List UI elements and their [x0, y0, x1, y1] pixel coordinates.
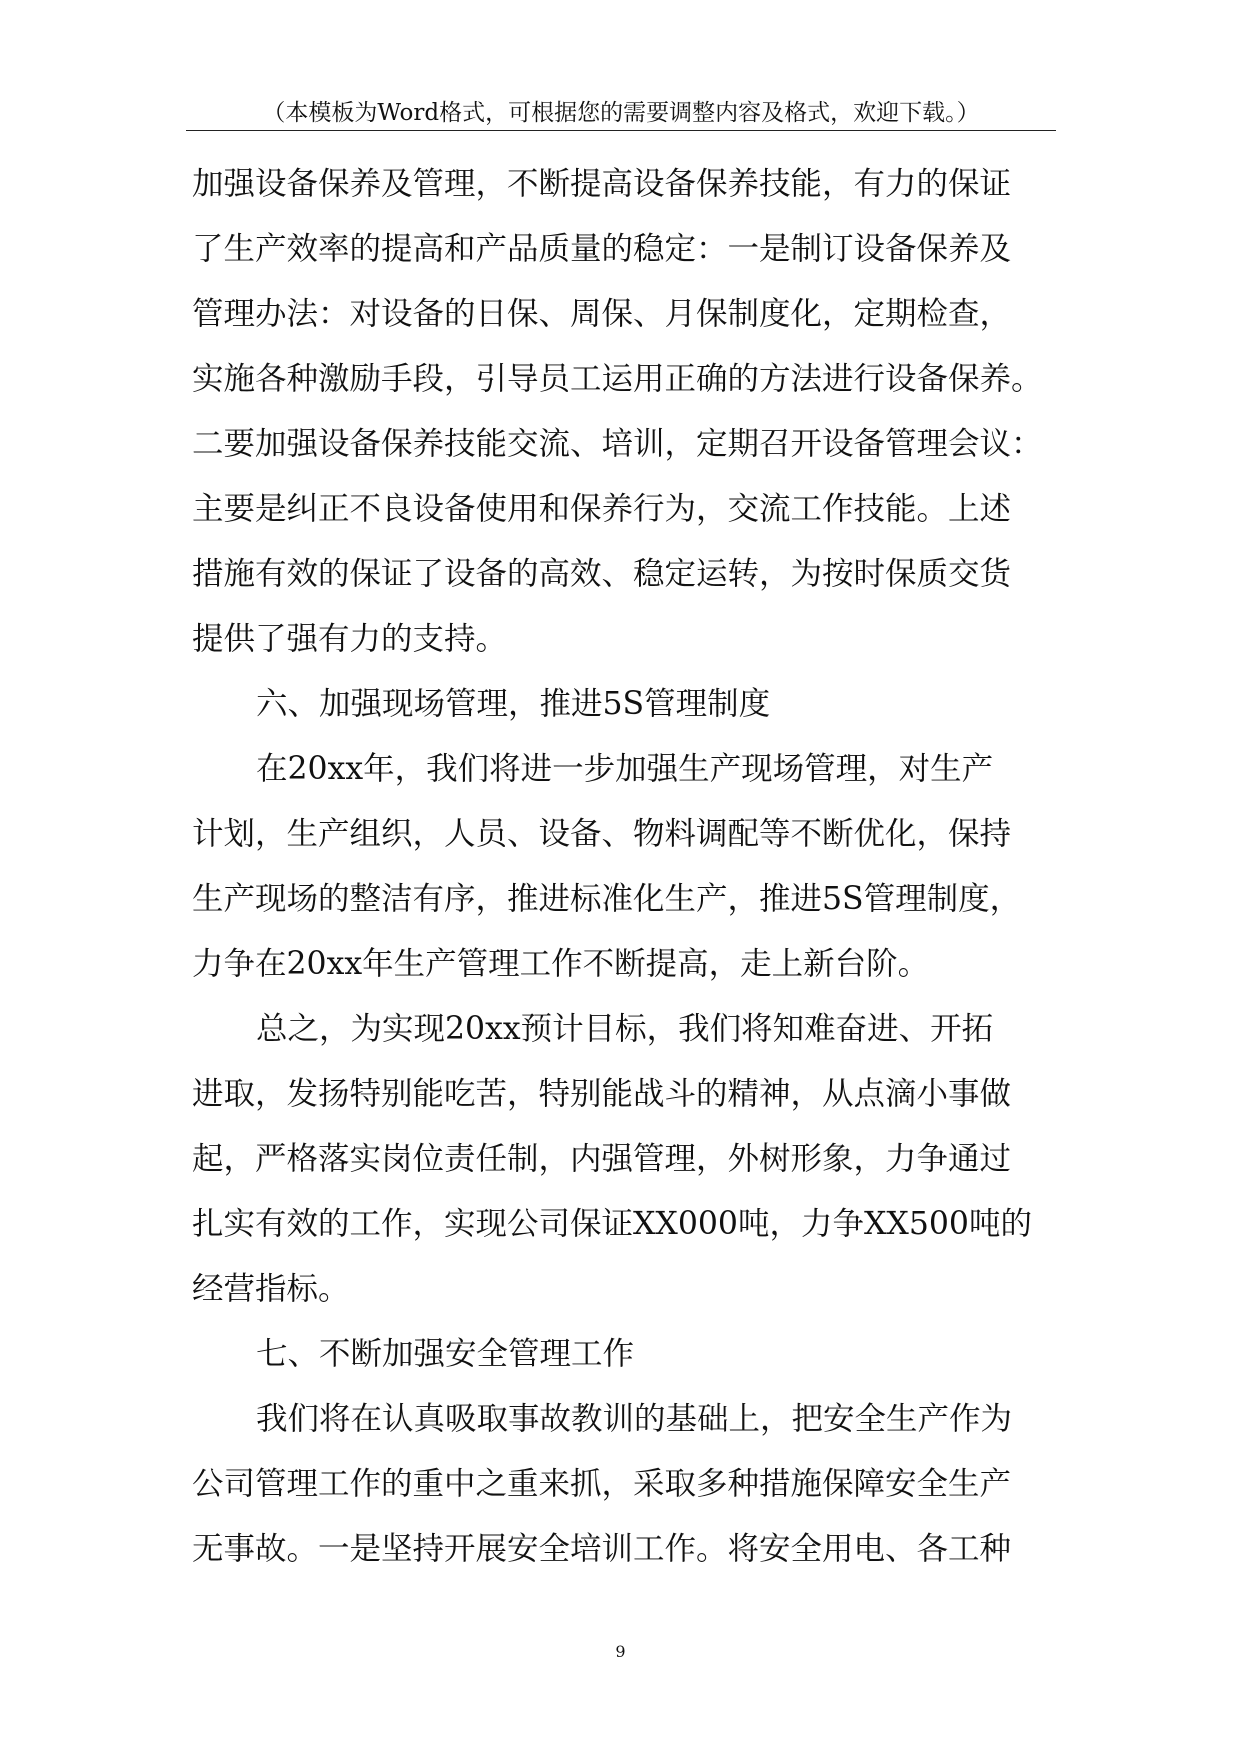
body-line: 起，严格落实岗位责任制，内强管理，外树形象，力争通过: [192, 1141, 1012, 1177]
section-heading-7: 七、不断加强安全管理工作: [256, 1336, 635, 1372]
body-line: 提供了强有力的支持。: [192, 621, 508, 657]
page-number: 9: [615, 1642, 626, 1661]
body-line: 措施有效的保证了设备的高效、稳定运转，为按时保质交货: [192, 556, 1012, 592]
template-note-header: （本模板为Word格式，可根据您的需要调整内容及格式，欢迎下载。）: [262, 100, 980, 126]
body-line: 经营指标。: [192, 1271, 350, 1307]
body-line: 力争在20xx年生产管理工作不断提高，走上新台阶。: [192, 946, 930, 982]
body-line: 主要是纠正不良设备使用和保养行为，交流工作技能。上述: [192, 491, 1012, 527]
body-line: 计划，生产组织，人员、设备、物料调配等不断优化，保持: [192, 816, 1012, 852]
body-line: 进取，发扬特别能吃苦，特别能战斗的精神，从点滴小事做: [192, 1076, 1012, 1112]
body-line: 实施各种激励手段，引导员工运用正确的方法进行设备保养。: [192, 361, 1043, 397]
body-line: 无事故。一是坚持开展安全培训工作。将安全用电、各工种: [192, 1531, 1012, 1567]
header-divider: [186, 130, 1056, 131]
body-line: 在20xx年，我们将进一步加强生产现场管理，对生产: [256, 751, 994, 787]
body-line: 管理办法：对设备的日保、周保、月保制度化，定期检查，: [192, 296, 1012, 332]
body-line: 公司管理工作的重中之重来抓，采取多种措施保障安全生产: [192, 1466, 1012, 1502]
section-heading-6: 六、加强现场管理，推进5S管理制度: [256, 686, 771, 722]
body-line: 扎实有效的工作，实现公司保证XX000吨，力争XX500吨的: [192, 1206, 1032, 1242]
body-line: 了生产效率的提高和产品质量的稳定：一是制订设备保养及: [192, 231, 1012, 267]
document-body: [192, 152, 1062, 1582]
body-line: 二要加强设备保养技能交流、培训，定期召开设备管理会议：: [192, 426, 1043, 462]
body-line: 加强设备保养及管理，不断提高设备保养技能，有力的保证: [192, 166, 1012, 202]
body-line: 生产现场的整洁有序，推进标准化生产，推进5S管理制度，: [192, 881, 1022, 917]
body-line: 我们将在认真吸取事故教训的基础上，把安全生产作为: [256, 1401, 1013, 1437]
body-line: 总之，为实现20xx预计目标，我们将知难奋进、开拓: [256, 1011, 994, 1047]
